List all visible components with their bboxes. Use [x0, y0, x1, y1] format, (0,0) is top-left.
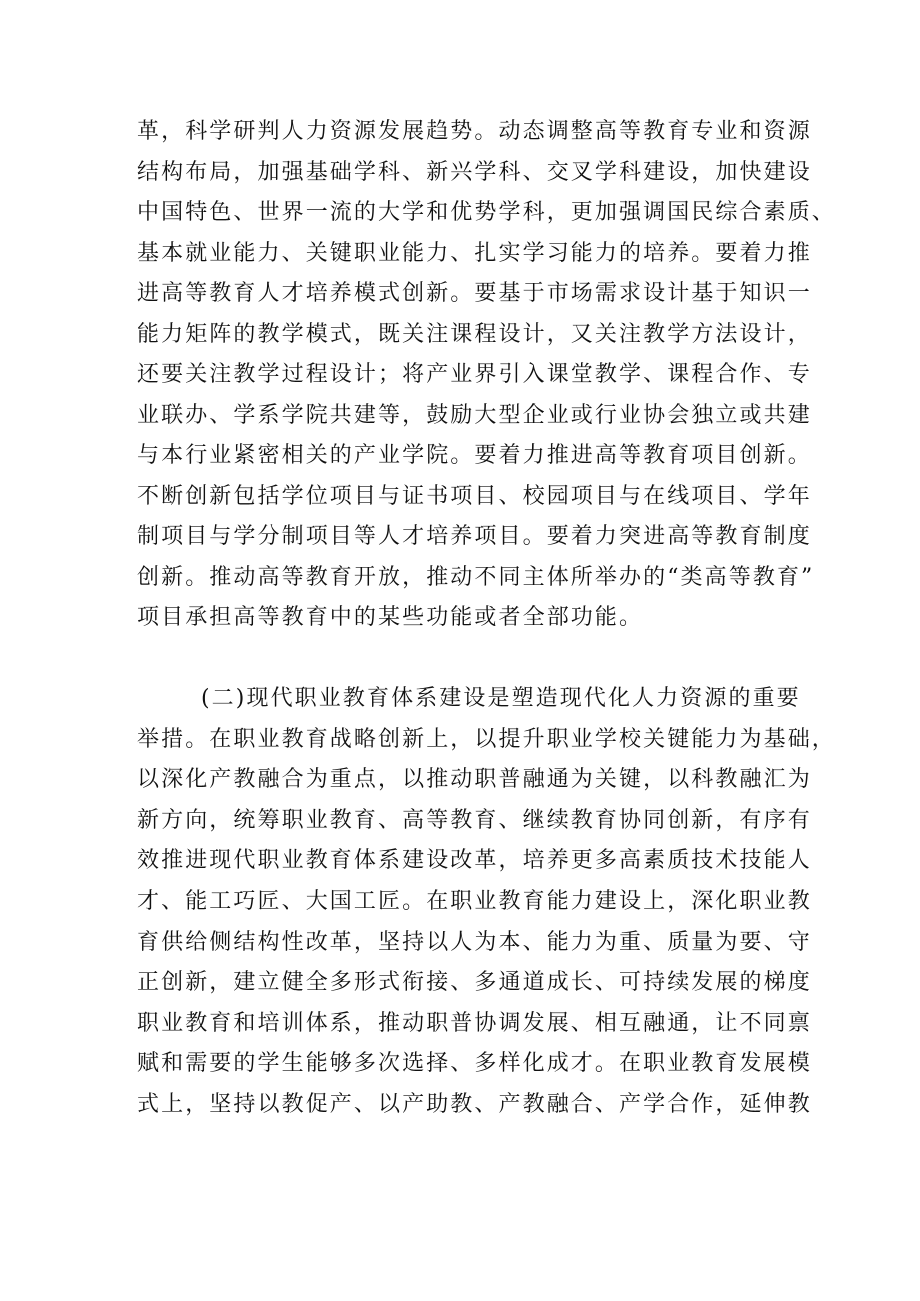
- text-line: 项目承担高等教育中的某些功能或者全部功能。: [137, 605, 644, 630]
- text-line: 举措。在职业教育战略创新上，以提升职业学校关键能力为基础，: [137, 726, 836, 752]
- paragraph-higher-education: [137, 112, 836, 639]
- text-line: 新方向，统筹职业教育、高等教育、继续教育协同创新，有序有: [137, 807, 812, 833]
- text-line: 赋和需要的学生能够多次选择、多样化成才。在职业教育发展模: [137, 1051, 812, 1077]
- text-line: 育供给侧结构性改革，坚持以人为本、能力为重、质量为要、守: [137, 929, 812, 955]
- text-line: 才、能工巧匠、大国工匠。在职业教育能力建设上，深化职业教: [137, 888, 812, 914]
- text-line: 与本行业紧密相关的产业学院。要着力推进高等教育项目创新。: [137, 443, 812, 468]
- text-line: 还要关注教学过程设计；将产业界引入课堂教学、课程合作、专: [137, 362, 812, 387]
- text-line: 中国特色、世界一流的大学和优势学科，更加强调国民综合素质、: [137, 200, 836, 225]
- text-line: 能力矩阵的教学模式，既关注课程设计，又关注教学方法设计，: [137, 321, 812, 347]
- text-line: 以深化产教融合为重点，以推动职普融通为关键，以科教融汇为: [137, 767, 812, 793]
- text-line: 制项目与学分制项目等人才培养项目。要着力突进高等教育制度: [137, 524, 812, 549]
- text-line: 式上，坚持以教促产、以产助教、产教融合、产学合作，延伸教: [137, 1091, 812, 1117]
- text-line: 不断创新包括学位项目与证书项目、校园项目与在线项目、学年: [137, 483, 812, 509]
- text-line: 基本就业能力、关键职业能力、扎实学习能力的培养。要着力推: [137, 240, 812, 266]
- text-line: 创新。推动高等教育开放，推动不同主体所举办的“类高等教育”: [137, 564, 815, 590]
- text-line: 效推进现代职业教育体系建设改革，培养更多高素质技术技能人: [137, 848, 812, 874]
- text-line: 进高等教育人才培养模式创新。要基于市场需求设计基于知识一: [137, 281, 812, 306]
- text-line: 职业教育和培训体系，推动职普协调发展、相互融通，让不同禀: [137, 1010, 812, 1036]
- text-line: 正创新，建立健全多形式衔接、多通道成长、可持续发展的梯度: [137, 970, 812, 996]
- paragraph-vocational-education: [137, 679, 836, 1126]
- text-line: 结构布局，加强基础学科、新兴学科、交叉学科建设，加快建设: [137, 159, 812, 185]
- text-line: 业联办、学系学院共建等，鼓励大型企业或行业协会独立或共建: [137, 402, 812, 428]
- text-line: 革，科学研判人力资源发展趋势。动态调整高等教育专业和资源: [137, 119, 812, 144]
- section-heading-line: (二)现代职业教育体系建设是塑造现代化人力资源的重要: [201, 686, 801, 711]
